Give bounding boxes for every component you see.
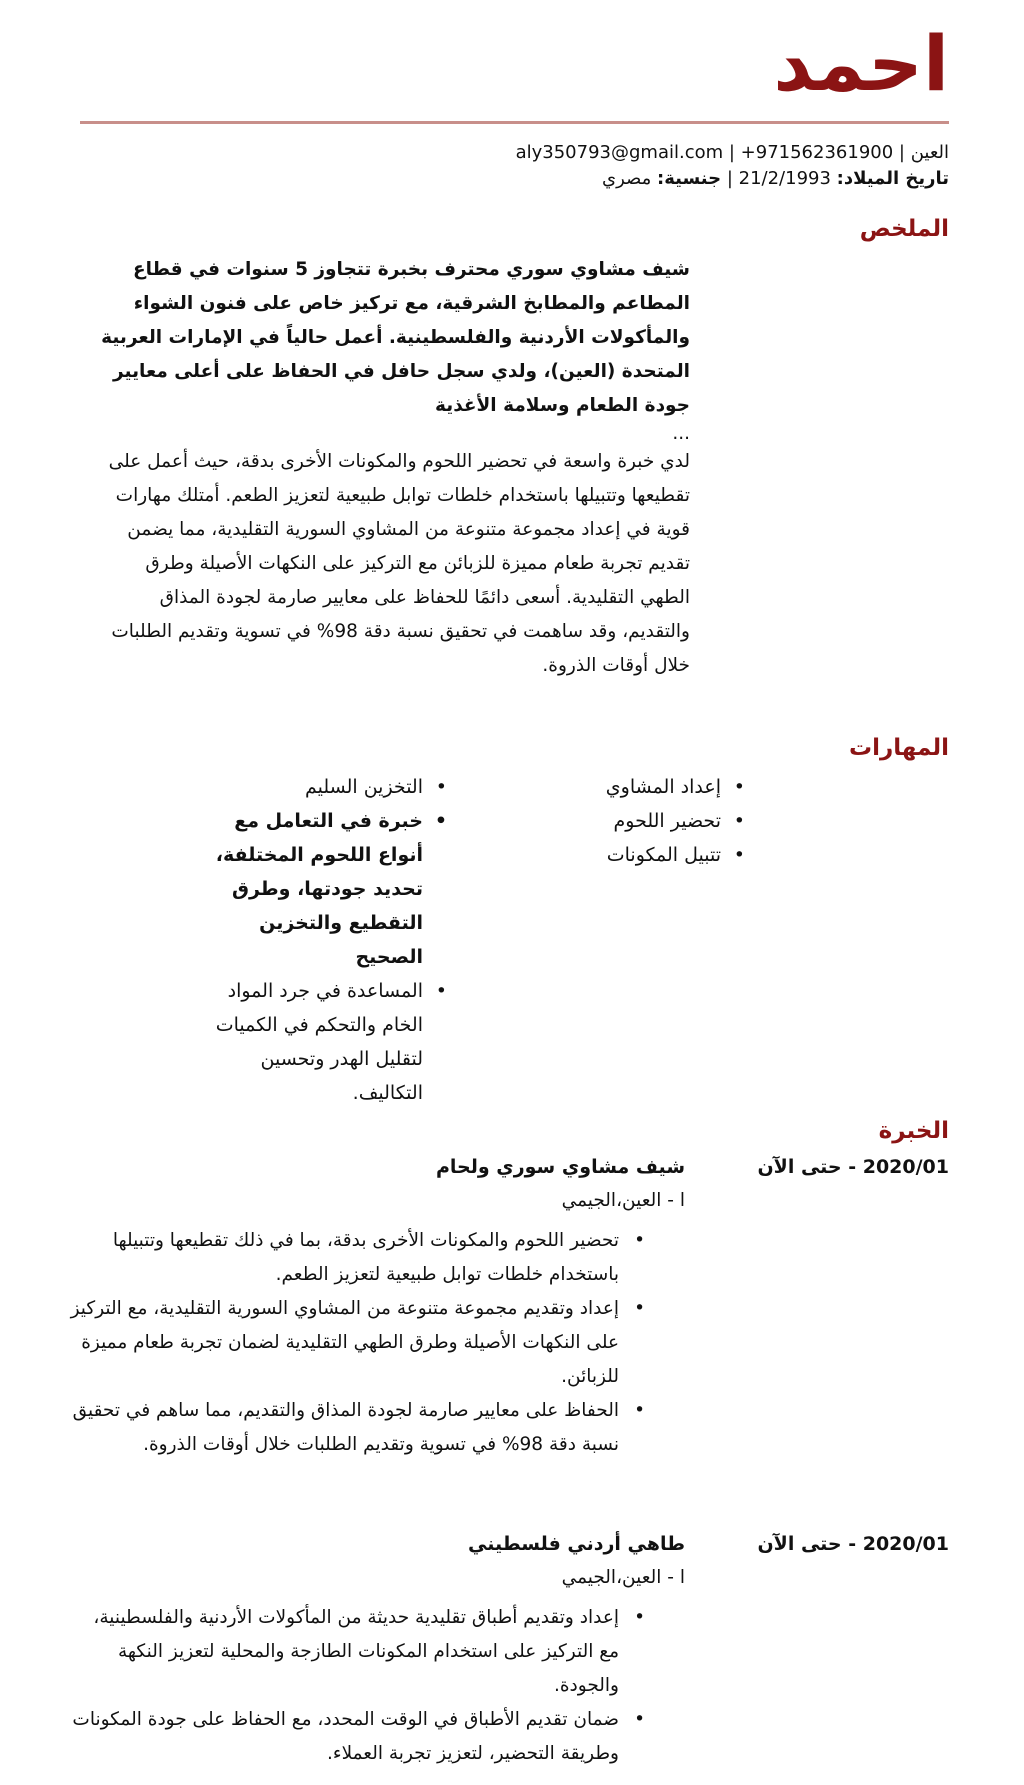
duty-item: • الحفاظ على معايير صارمة لجودة المذاق والتقديم، مما ساهم في تحقيق نسبة دقة 98% في تسوية وتقديم الطلبات خلال أوقات الذروة. [70, 1394, 645, 1462]
experience-duties [70, 1224, 645, 1462]
skills-list-primary [495, 770, 745, 872]
experience-title: طاهي أردني فلسطيني [468, 1533, 685, 1555]
skill-item: • خبرة في التعامل مع أنواع اللحوم المختلفة، تحديد جودتها، وطرق التقطيع والتخزين الصحيح [202, 804, 447, 974]
candidate-name: احمد [773, 19, 949, 108]
experience-heading: الخبرة [878, 1118, 949, 1144]
birth-label: تاريخ الميلاد: [836, 168, 949, 189]
summary-ellipsis: ... [672, 423, 690, 444]
contact-block [69, 140, 949, 192]
summary-heading: الملخص [859, 216, 949, 242]
skill-item: • إعداد المشاوي [495, 770, 745, 804]
experience-location: ا - العين،الجيمي [561, 1190, 685, 1211]
personal-details [69, 166, 949, 192]
nationality-value: مصري [602, 168, 658, 189]
experience-date: 2020/01 - حتى الآن [757, 1156, 949, 1178]
summary-section [90, 253, 690, 683]
contact-line: العين | 971562361900+ | aly350793@gmail.com [515, 142, 949, 163]
experience-duties [70, 1601, 645, 1771]
skills-heading: المهارات [849, 735, 949, 761]
birth-value: 21/2/1993 | [721, 168, 837, 189]
duty-item: • ضمان تقديم الأطباق في الوقت المحدد، مع الحفاظ على جودة المكونات وطريقة التحضير، لتعزيز تجربة العملاء. [70, 1703, 645, 1771]
skill-item: • التخزين السليم [202, 770, 447, 804]
skill-item: • تحضير اللحوم [495, 804, 745, 838]
header-divider [80, 121, 949, 124]
skill-item: • تتبيل المكونات [495, 838, 745, 872]
experience-date: 2020/01 - حتى الآن [757, 1533, 949, 1555]
experience-location: ا - العين،الجيمي [561, 1567, 685, 1588]
nationality-label: جنسية: [657, 168, 722, 189]
duty-item: • تحضير اللحوم والمكونات الأخرى بدقة، بما في ذلك تقطيعها وتتبيلها باستخدام خلطات توابل طبيعية لتعزيز الطعم. [70, 1224, 645, 1292]
experience-title: شيف مشاوي سوري ولحام [435, 1156, 685, 1178]
duty-item: • إعداد وتقديم أطباق تقليدية حديثة من المأكولات الأردنية والفلسطينية، مع التركيز على استخدام المكونات الطازجة والمحلية لتعزيز النكهة والجودة. [70, 1601, 645, 1703]
skills-list-secondary [202, 770, 447, 1110]
summary-body: لدي خبرة واسعة في تحضير اللحوم والمكونات الأخرى بدقة، حيث أعمل على تقطيعها وتتبيلها باستخدام خلطات توابل طبيعية لتعزيز الطعم. أمتلك مهارات قوية في إعداد مجموعة متنوعة من المشاوي السورية التقليدية، مما يضمن تقديم تجربة طعام مميزة للزبائن مع التركيز على النكهات الأصيلة وطرق الطهي التقليدية. أسعى دائمًا للحفاظ على معايير صارمة لجودة المذاق والتقديم، وقد ساهمت في تحقيق نسبة دقة 98% في تسوية وتقديم الطلبات خلال أوقات الذروة. [108, 451, 690, 676]
duty-item: • إعداد وتقديم مجموعة متنوعة من المشاوي السورية التقليدية، مع التركيز على النكهات الأصيلة وطرق الطهي التقليدية لضمان تجربة طعام مميزة للزبائن. [70, 1292, 645, 1394]
summary-lead: شيف مشاوي سوري محترف بخبرة تتجاوز 5 سنوات في قطاع المطاعم والمطابخ الشرقية، مع تركيز خاص على فنون الشواء والمأكولات الأردنية والفلسطينية. أعمل حالياً في الإمارات العربية المتحدة (العين)، ولدي سجل حافل في الحفاظ على أعلى معايير جودة الطعام وسلامة الأغذية [101, 259, 690, 416]
skill-item: • المساعدة في جرد المواد الخام والتحكم في الكميات لتقليل الهدر وتحسين التكاليف. [202, 974, 447, 1110]
